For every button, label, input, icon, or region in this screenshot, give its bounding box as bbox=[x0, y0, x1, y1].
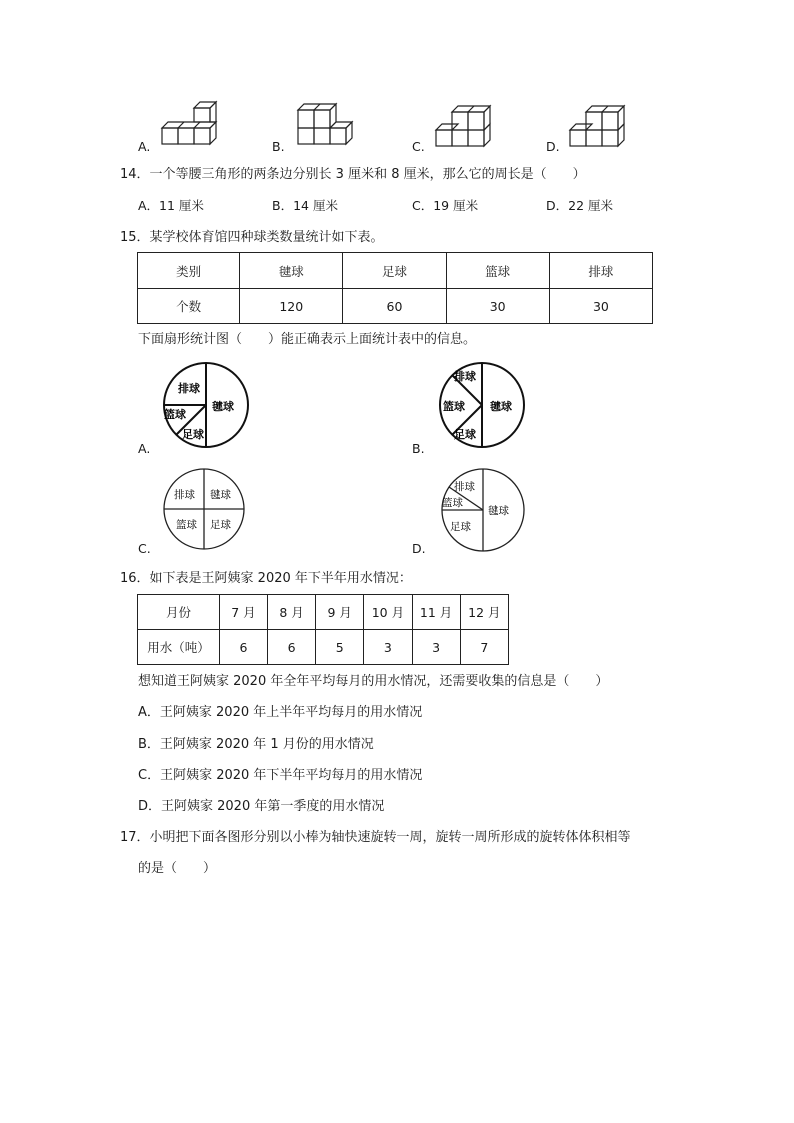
q16-table-row bbox=[138, 630, 509, 665]
q15-table-row-label: 个数 bbox=[138, 289, 240, 324]
q13-option-a-letter[interactable]: A. bbox=[138, 139, 151, 154]
q13-option-c-figure bbox=[434, 100, 494, 152]
q16-option-d[interactable]: D．王阿姨家 2020 年第一季度的用水情况 bbox=[138, 799, 385, 814]
q16-table-header-cell: 11 月 bbox=[412, 595, 460, 630]
q15-option-c-pie bbox=[160, 466, 248, 552]
q17-stem-line1: 17．小明把下面各图形分别以小棒为轴快速旋转一周，旋转一周所形成的旋转体体积相等 bbox=[120, 830, 631, 845]
q15-option-d-letter[interactable]: D. bbox=[412, 541, 426, 556]
pie-b-label-pai: 排球 bbox=[454, 370, 476, 383]
q16-table-header-cell: 月份 bbox=[138, 595, 220, 630]
q16-table bbox=[137, 594, 509, 665]
q15-table-header-cell: 篮球 bbox=[446, 253, 549, 289]
pie-a-label-pai: 排球 bbox=[178, 382, 200, 395]
q15-option-d-pie bbox=[434, 466, 532, 554]
q16-option-a[interactable]: A．王阿姨家 2020 年上半年平均每月的用水情况 bbox=[138, 705, 423, 720]
q14-option-a[interactable]: A．11 厘米 bbox=[138, 198, 204, 213]
q13-option-a-figure bbox=[160, 100, 220, 152]
q16-table-cell: 3 bbox=[412, 630, 460, 665]
q15-table-header-row bbox=[138, 253, 653, 289]
q14-option-c[interactable]: C．19 厘米 bbox=[412, 198, 479, 213]
pie-d-label-jian: 毽球 bbox=[488, 505, 509, 517]
q16-stem: 16．如下表是王阿姨家 2020 年下半年用水情况： bbox=[120, 571, 412, 586]
pie-c-label-zu: 足球 bbox=[210, 519, 231, 531]
q14-option-b[interactable]: B．14 厘米 bbox=[272, 198, 338, 213]
pie-c-label-pai: 排球 bbox=[174, 489, 195, 501]
q16-table-header-cell: 12 月 bbox=[460, 595, 508, 630]
q16-table-cell: 5 bbox=[316, 630, 364, 665]
q15-table-header-cell: 排球 bbox=[549, 253, 652, 289]
q15-stem: 15．某学校体育馆四种球类数量统计如下表。 bbox=[120, 230, 384, 245]
pie-b-label-zu: 足球 bbox=[454, 428, 476, 441]
q15-table-header-cell: 足球 bbox=[343, 253, 446, 289]
q15-option-a-pie bbox=[158, 360, 254, 450]
q15-table-cell: 120 bbox=[240, 289, 343, 324]
q15-option-a-letter[interactable]: A. bbox=[138, 441, 151, 456]
pie-b-label-lan: 篮球 bbox=[443, 400, 465, 413]
q15-table-cell: 30 bbox=[446, 289, 549, 324]
q16-table-header-row bbox=[138, 595, 509, 630]
pie-b-label-jian: 毽球 bbox=[490, 400, 512, 413]
q16-table-cell: 7 bbox=[460, 630, 508, 665]
q16-table-header-cell: 7 月 bbox=[219, 595, 267, 630]
q15-table-cell: 60 bbox=[343, 289, 446, 324]
pie-c-label-lan: 篮球 bbox=[176, 519, 197, 531]
q13-option-d-letter[interactable]: D. bbox=[546, 139, 560, 154]
q16-table-cell: 6 bbox=[268, 630, 316, 665]
pie-a-label-lan: 篮球 bbox=[164, 408, 186, 421]
q13-option-b-letter[interactable]: B. bbox=[272, 139, 285, 154]
q16-table-cell: 3 bbox=[364, 630, 412, 665]
q14-option-d[interactable]: D．22 厘米 bbox=[546, 198, 614, 213]
q13-option-d-figure bbox=[568, 100, 628, 152]
q15-option-c-letter[interactable]: C. bbox=[138, 541, 151, 556]
pie-d-label-zu: 足球 bbox=[450, 521, 471, 533]
q15-table bbox=[137, 252, 653, 324]
q16-table-cell: 6 bbox=[219, 630, 267, 665]
q14-stem: 14．一个等腰三角形的两条边分别长 3 厘米和 8 厘米，那么它的周长是（ ） bbox=[120, 167, 586, 182]
q15-table-header-cell: 类别 bbox=[138, 253, 240, 289]
q15-table-cell: 30 bbox=[549, 289, 652, 324]
q15-option-b-pie bbox=[434, 360, 530, 450]
q17-stem-line2: 的是（ ） bbox=[138, 861, 217, 876]
q16-question: 想知道王阿姨家 2020 年全年平均每月的用水情况，还需要收集的信息是（ ） bbox=[138, 674, 609, 689]
q16-table-header-cell: 8 月 bbox=[268, 595, 316, 630]
q16-option-b[interactable]: B．王阿姨家 2020 年 1 月份的用水情况 bbox=[138, 737, 374, 752]
q16-table-row-label: 用水（吨） bbox=[138, 630, 220, 665]
pie-d-label-lan: 篮球 bbox=[442, 497, 463, 509]
q15-table-row bbox=[138, 289, 653, 324]
q16-table-header-cell: 9 月 bbox=[316, 595, 364, 630]
pie-c-label-jian: 毽球 bbox=[210, 489, 231, 501]
q15-option-b-letter[interactable]: B. bbox=[412, 441, 425, 456]
pie-d-label-pai: 排球 bbox=[454, 481, 475, 493]
q16-table-header-cell: 10 月 bbox=[364, 595, 412, 630]
q13-option-c-letter[interactable]: C. bbox=[412, 139, 425, 154]
pie-a-label-zu: 足球 bbox=[182, 428, 204, 441]
q13-option-b-figure bbox=[294, 100, 356, 152]
q16-option-c[interactable]: C．王阿姨家 2020 年下半年平均每月的用水情况 bbox=[138, 768, 423, 783]
pie-a-label-jian: 毽球 bbox=[212, 400, 234, 413]
q15-question: 下面扇形统计图（ ）能正确表示上面统计表中的信息。 bbox=[138, 332, 477, 347]
q15-table-header-cell: 毽球 bbox=[240, 253, 343, 289]
